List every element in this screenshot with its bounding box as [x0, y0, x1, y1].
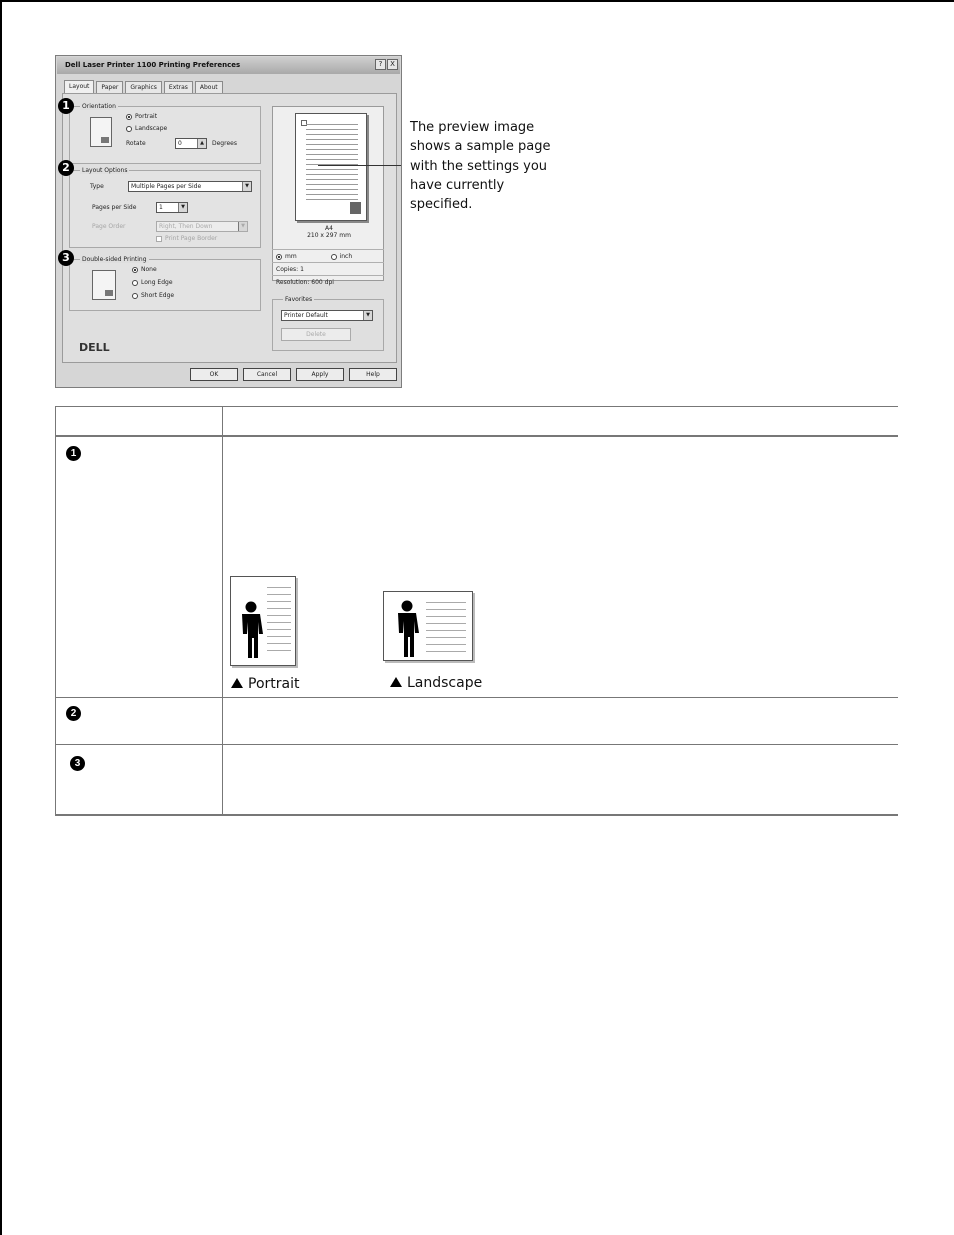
favorites-select[interactable]	[281, 310, 373, 321]
apply-button[interactable]: Apply	[296, 368, 344, 381]
print-page-border-label: Print Page Border	[165, 235, 218, 242]
page-border-left	[0, 0, 2, 1235]
layout-options-title: Layout Options	[82, 167, 128, 174]
favorites-title: Favorites	[285, 296, 313, 303]
favorites-value: Printer Default	[284, 312, 328, 319]
triangle-icon	[390, 677, 402, 687]
preview-page	[295, 113, 367, 221]
page-border-top	[0, 0, 954, 2]
landscape-radio-label: Landscape	[135, 125, 168, 132]
landscape-caption	[390, 675, 482, 691]
tab-about[interactable]: About	[195, 81, 223, 93]
tab-extras[interactable]: Extras	[164, 81, 193, 93]
duplex-long-edge-radio[interactable]	[132, 279, 173, 287]
landscape-caption-text: Landscape	[407, 675, 483, 691]
unit-inch-radio[interactable]: inch	[339, 253, 353, 260]
layout-options-group	[69, 167, 261, 248]
tab-graphics[interactable]: Graphics	[125, 81, 162, 93]
marker-1: 1	[58, 98, 74, 114]
dialog-titlebar	[57, 57, 400, 74]
degrees-label: Degrees	[212, 140, 237, 147]
favorites-group	[272, 296, 384, 351]
pages-per-side-label: Pages per Side	[92, 204, 137, 211]
type-label: Type	[90, 183, 104, 190]
rotate-spinner[interactable]	[175, 138, 207, 149]
duplex-short-edge-radio[interactable]	[132, 292, 174, 300]
orientation-page-icon	[90, 117, 112, 147]
table-row-marker-2: 2	[66, 706, 81, 721]
portrait-radio-label: Portrait	[135, 113, 158, 120]
landscape-radio[interactable]	[126, 125, 167, 133]
duplex-long-edge-label: Long Edge	[141, 279, 173, 286]
duplex-page-icon	[92, 270, 116, 300]
pages-per-side-select[interactable]	[156, 202, 188, 213]
person-icon	[394, 600, 420, 660]
double-sided-title: Double-sided Printing	[82, 256, 147, 263]
preview-mini-image	[350, 202, 361, 214]
printing-preferences-dialog	[55, 55, 402, 388]
layout-panel	[62, 93, 397, 363]
help-title-button[interactable]: ?	[375, 59, 386, 70]
ok-button[interactable]: OK	[190, 368, 238, 381]
dell-logo: DELL	[79, 341, 110, 354]
person-icon	[238, 601, 264, 661]
page-order-label: Page Order	[92, 223, 126, 230]
duplex-none-label: None	[141, 266, 157, 273]
pages-per-side-value: 1	[159, 204, 163, 211]
callout-line	[318, 165, 401, 166]
spinner-icon: ▲	[197, 139, 206, 148]
close-title-button[interactable]: X	[387, 59, 398, 70]
preview-mini-icon	[301, 120, 307, 126]
portrait-radio[interactable]	[126, 113, 157, 121]
resolution-info: Resolution: 600 dpi	[272, 275, 384, 288]
print-page-border-checkbox[interactable]	[156, 235, 217, 243]
marker-3: 3	[58, 250, 74, 266]
orientation-title: Orientation	[82, 103, 116, 110]
dialog-tabs	[64, 81, 225, 93]
units-row	[272, 249, 384, 262]
preview-size: 210 x 297 mm	[307, 232, 351, 239]
page-order-select[interactable]	[156, 221, 248, 232]
unit-mm-radio[interactable]: mm	[285, 253, 297, 260]
help-button[interactable]: Help	[349, 368, 397, 381]
marker-2: 2	[58, 160, 74, 176]
table-row-marker-3: 3	[70, 756, 85, 771]
tab-paper[interactable]: Paper	[96, 81, 123, 93]
layout-type-value: Multiple Pages per Side	[131, 183, 202, 190]
portrait-caption-text: Portrait	[248, 676, 300, 692]
orientation-group	[69, 103, 261, 164]
preview-callout: The preview image shows a sample page with the settings you have currently specified.	[410, 120, 551, 213]
triangle-icon	[231, 678, 243, 688]
chevron-down-icon: ▼	[242, 182, 251, 191]
layout-type-select[interactable]	[128, 181, 252, 192]
duplex-none-radio[interactable]	[132, 266, 157, 274]
portrait-figure	[230, 576, 296, 666]
page-order-value: Right, Then Down	[159, 223, 213, 230]
chevron-down-icon: ▼	[178, 203, 187, 212]
chevron-down-icon: ▼	[363, 311, 372, 320]
tab-layout[interactable]: Layout	[64, 80, 94, 93]
double-sided-group	[69, 256, 261, 311]
rotate-label: Rotate	[126, 140, 146, 147]
cancel-button[interactable]: Cancel	[243, 368, 291, 381]
landscape-figure	[383, 591, 473, 661]
copies-info: Copies: 1	[272, 262, 384, 275]
table-row-marker-1: 1	[66, 446, 81, 461]
rotate-value: 0	[178, 140, 182, 147]
preview-paper: A4	[325, 225, 333, 232]
portrait-caption	[231, 676, 299, 692]
favorites-delete-button[interactable]: Delete	[281, 328, 351, 341]
dialog-title: Dell Laser Printer 1100 Printing Preferences	[65, 61, 241, 69]
chevron-down-icon: ▼	[238, 222, 247, 231]
duplex-short-edge-label: Short Edge	[141, 292, 175, 299]
